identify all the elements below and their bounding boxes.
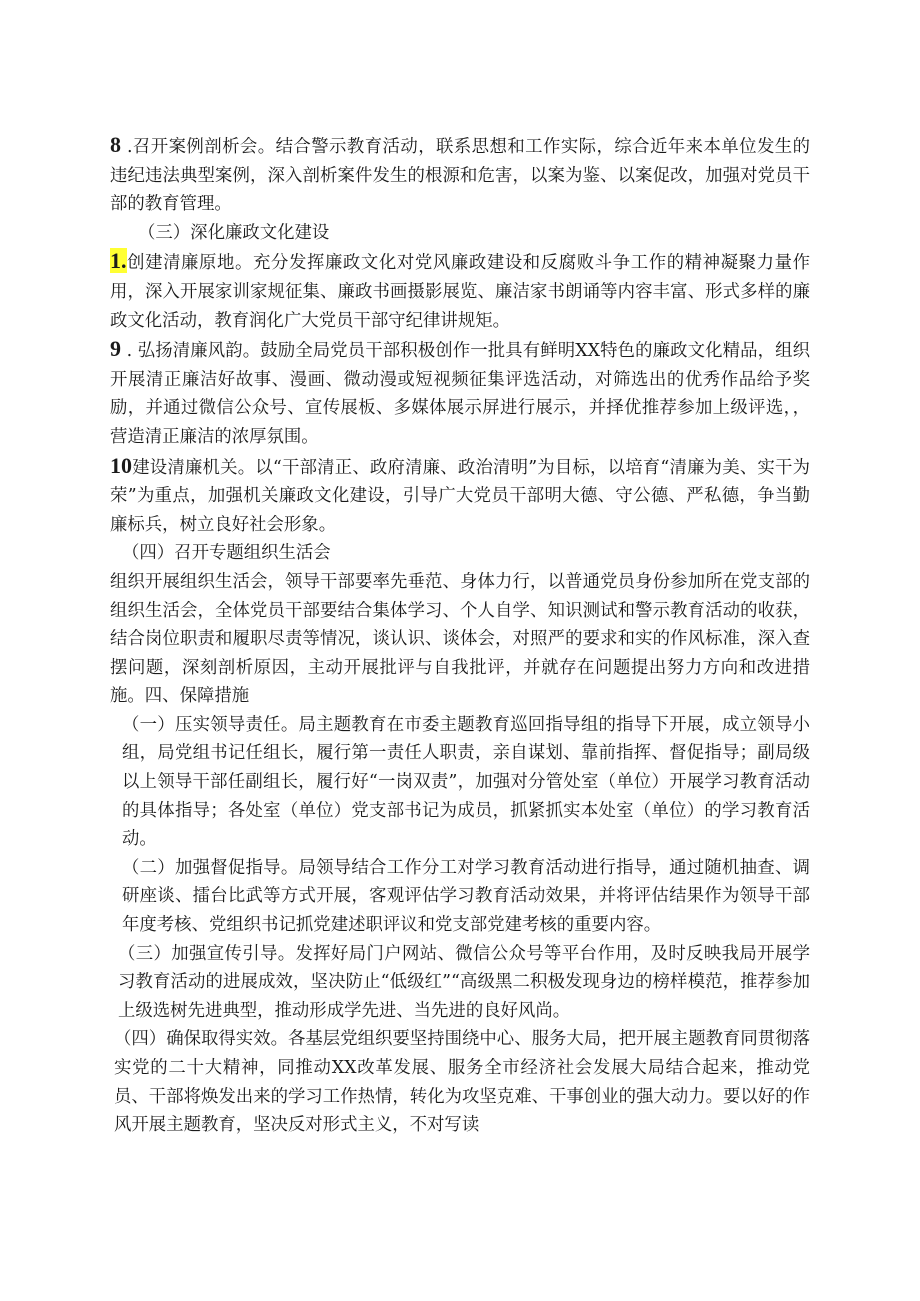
- item-number: 10: [110, 452, 132, 478]
- paragraph-clean-office: [110, 452, 810, 540]
- section-heading-life-meeting: （四）召开专题组织生活会: [122, 543, 331, 564]
- paragraph-text: 建设清廉机关。以“干部清正、政府清廉、政治清明”为目标，以培育“清廉为美、实干为荣”为重点，加强机关廉政文化建设，引导广大党员干部明大德、守公德、严私德，争当勤廉标兵，树立良好社会形象。: [110, 457, 810, 535]
- paragraph-clean-style: [110, 335, 810, 451]
- paragraph-text: . 弘扬清廉风韵。鼓励全局党员干部积极创作一批具有鲜明XX特色的廉政文化精品，组织开展清正廉洁好故事、漫画、微动漫或短视频征集评选活动，对筛选出的优秀作品给予奖励，并通过微信公众号、宣传展板、多媒体展示屏进行展示，并择优推荐参加上级评选，，营造清正廉洁的浓厚氛围。: [110, 341, 810, 447]
- paragraph-leadership-duty: （一）压实领导责任。局主题教育在市委主题教育巡回指导组的指导下开展，成立领导小组，局党组书记任组长，履行第一责任人职责，亲自谋划、靠前指挥、督促指导；副局级以上领导干部任副组长，履行好“一岗双责”，加强对分管处室（单位）开展学习教育活动的具体指导；各处室（单位）党支部书记为成员，抓紧抓实本处室（单位）的学习教育活动。: [122, 714, 810, 850]
- paragraph-text: 创建清廉原地。充分发挥廉政文化对党风廉政建设和反腐败斗争工作的精神凝聚力量作用，深入开展家训家规征集、廉政书画摄影展览、廉洁家书朗诵等内容丰富、形式多样的廉政文化活动，教育润化广大党员干部守纪律讲规矩。: [110, 253, 810, 331]
- highlighted-item-number: 1.: [110, 248, 127, 274]
- paragraph-supervision: （二）加强督促指导。局领导结合工作分工对学习教育活动进行指导，通过随机抽查、调研座谈、擂台比武等方式开展，客观评估学习教育活动效果，并将评估结果作为领导干部年度考核、党组织书记抓党建述职评议和党支部党建考核的重要内容。: [122, 857, 810, 936]
- paragraph-clean-base: [110, 247, 810, 335]
- paragraph-effectiveness: （四）确保取得实效。各基层党组织要坚持围绕中心、服务大局，把开展主题教育同贯彻落实党的二十大精神，同推动XX改革发展、服务全市经济社会发展大局结合起来，推动党员、干部将焕发出来的学习工作热情，转化为攻坚克难、干事创业的强大动力。要以好的作风开展主题教育，坚决反对形式主义，不对写读: [114, 1029, 810, 1136]
- paragraph-publicity: （三）加强宣传引导。发挥好局门户网站、微信公众号等平台作用，及时反映我局开展学习教育活动的进展成效，坚决防止“低级红”“高级黑二积极发现身边的榜样模范，推荐参加上级选树先进典型，推动形成学先进、当先进的良好风尚。: [118, 943, 810, 1021]
- document-body: [110, 131, 810, 1140]
- section-heading-culture: （三）深化廉政文化建设: [138, 222, 330, 243]
- paragraph-life-meeting: 组织开展组织生活会，领导干部要率先垂范、身体力行，以普通党员身份参加所在党支部的组织生活会，全体党员干部要结合集体学习、个人自学、知识测试和警示教育活动的收获，结合岗位职责和履职尽责等情况，谈认识、谈体会，对照严的要求和实的作风标准，深入查摆问题，深刻剖析原因，主动开展批评与自我批评，并就存在问题提出努力方向和改进措施。四、保障措施: [110, 571, 810, 707]
- paragraph-text: .召开案例剖析会。结合警示教育活动，联系思想和工作实际，综合近年来本单位发生的违纪违法典型案例，深入剖析案件发生的根源和危害，以案为鉴、以案促改，加强对党员干部的教育管理。: [110, 137, 810, 215]
- item-number: 8: [110, 132, 121, 157]
- paragraph-case-analysis: [110, 131, 810, 219]
- item-number: 9: [110, 336, 121, 362]
